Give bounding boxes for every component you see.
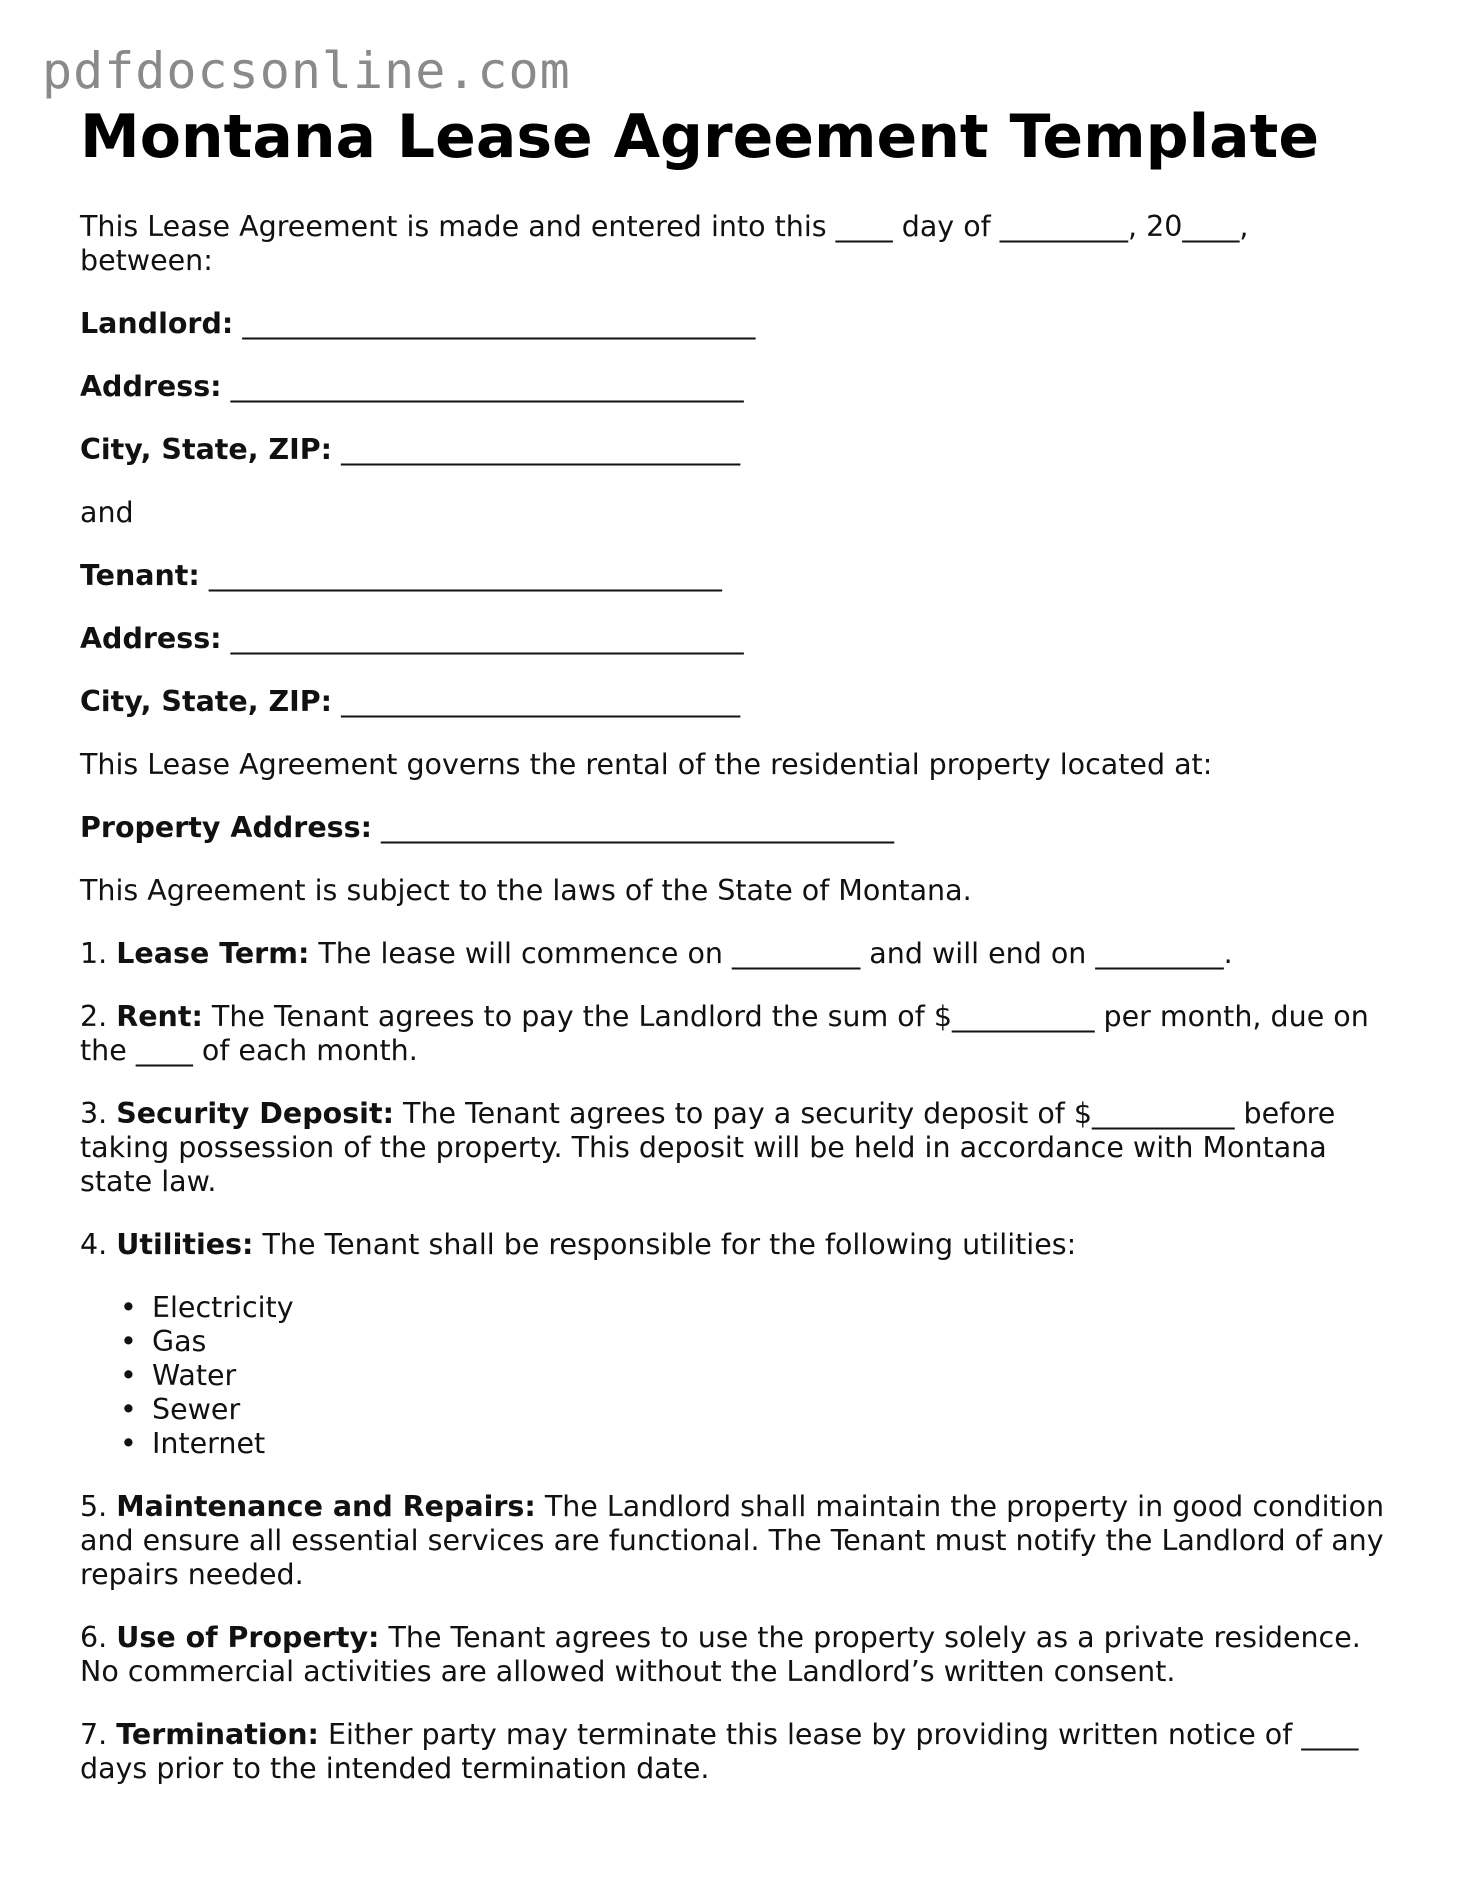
- section-lease-term: [80, 937, 1390, 971]
- section-number: 5.: [80, 1490, 117, 1523]
- tenant-address-line: [80, 622, 1390, 656]
- landlord-address-line: [80, 370, 1390, 404]
- landlord-name-line: [80, 307, 1390, 341]
- landlord-city-label: City, State, ZIP:: [80, 433, 333, 466]
- section-use-of-property: [80, 1621, 1390, 1689]
- tenant-city-label: City, State, ZIP:: [80, 685, 333, 718]
- section-text: The lease will commence on _________ and will end on _________.: [309, 937, 1233, 970]
- document-body: [80, 210, 1390, 1815]
- section-security-deposit: [80, 1097, 1390, 1199]
- list-item: • Electricity: [152, 1291, 1390, 1325]
- list-item: • Water: [152, 1359, 1390, 1393]
- page-title: Montana Lease Agreement Template: [80, 102, 1320, 172]
- section-number: 6.: [80, 1621, 117, 1654]
- tenant-city-blank: ____________________________: [332, 685, 741, 718]
- tenant-name-line: [80, 559, 1390, 593]
- section-text: The Landlord shall maintain the property in good condition and ensure all essential services are functional. The Tenant must notify the Landlord of any repairs needed.: [80, 1490, 1385, 1591]
- landlord-city-line: [80, 433, 1390, 467]
- tenant-address-blank: ____________________________________: [221, 622, 744, 655]
- section-heading: Maintenance and Repairs:: [116, 1490, 536, 1523]
- landlord-address-label: Address:: [80, 370, 222, 403]
- section-heading: Use of Property:: [116, 1621, 380, 1654]
- section-text: The Tenant agrees to pay a security deposit of $__________ before taking possession of the property. This deposit will be held in accordance with Montana state law.: [80, 1097, 1336, 1198]
- list-item: • Internet: [152, 1427, 1390, 1461]
- section-heading: Utilities:: [116, 1228, 254, 1261]
- list-item: • Sewer: [152, 1393, 1390, 1427]
- landlord-city-blank: ____________________________: [332, 433, 741, 466]
- section-number: 2.: [80, 1000, 117, 1033]
- section-utilities: [80, 1228, 1390, 1262]
- landlord-name-blank: ____________________________________: [233, 307, 756, 340]
- subject-paragraph: This Agreement is subject to the laws of the State of Montana.: [80, 874, 972, 907]
- section-number: 4.: [80, 1228, 117, 1261]
- tenant-address-label: Address:: [80, 622, 222, 655]
- section-number: 7.: [80, 1718, 117, 1751]
- section-heading: Lease Term:: [116, 937, 310, 970]
- utilities-list: [80, 1291, 1390, 1461]
- tenant-name-blank: ____________________________________: [199, 559, 722, 592]
- tenant-name-label: Tenant:: [80, 559, 200, 592]
- landlord-address-blank: ____________________________________: [221, 370, 744, 403]
- section-termination: [80, 1718, 1390, 1786]
- landlord-name-label: Landlord:: [80, 307, 234, 340]
- section-rent: [80, 1000, 1390, 1068]
- and-text: and: [80, 496, 134, 529]
- section-number: 3.: [80, 1097, 117, 1130]
- property-address-blank: ____________________________________: [372, 811, 895, 844]
- section-heading: Termination:: [116, 1718, 319, 1751]
- section-heading: Security Deposit:: [116, 1097, 394, 1130]
- watermark: pdfdocsonline.com: [42, 42, 571, 100]
- section-number: 1.: [80, 937, 117, 970]
- section-text: The Tenant agrees to pay the Landlord the sum of $__________ per month, due on the ____ of each month.: [80, 1000, 1369, 1067]
- intro-paragraph: This Lease Agreement is made and entered into this ____ day of _________, 20____, between:: [80, 210, 1249, 277]
- section-text: Either party may terminate this lease by providing written notice of ____ days prior to the intended termination date.: [80, 1718, 1359, 1785]
- section-text: The Tenant shall be responsible for the following utilities:: [253, 1228, 1077, 1261]
- tenant-city-line: [80, 685, 1390, 719]
- property-address-line: [80, 811, 1390, 845]
- section-text: The Tenant agrees to use the property solely as a private residence. No commercial activities are allowed without the Landlord’s written consent.: [80, 1621, 1361, 1688]
- list-item: • Gas: [152, 1325, 1390, 1359]
- section-maintenance: [80, 1490, 1390, 1592]
- section-heading: Rent:: [116, 1000, 203, 1033]
- property-address-label: Property Address:: [80, 811, 372, 844]
- governs-paragraph: This Lease Agreement governs the rental of the residential property located at:: [80, 748, 1213, 781]
